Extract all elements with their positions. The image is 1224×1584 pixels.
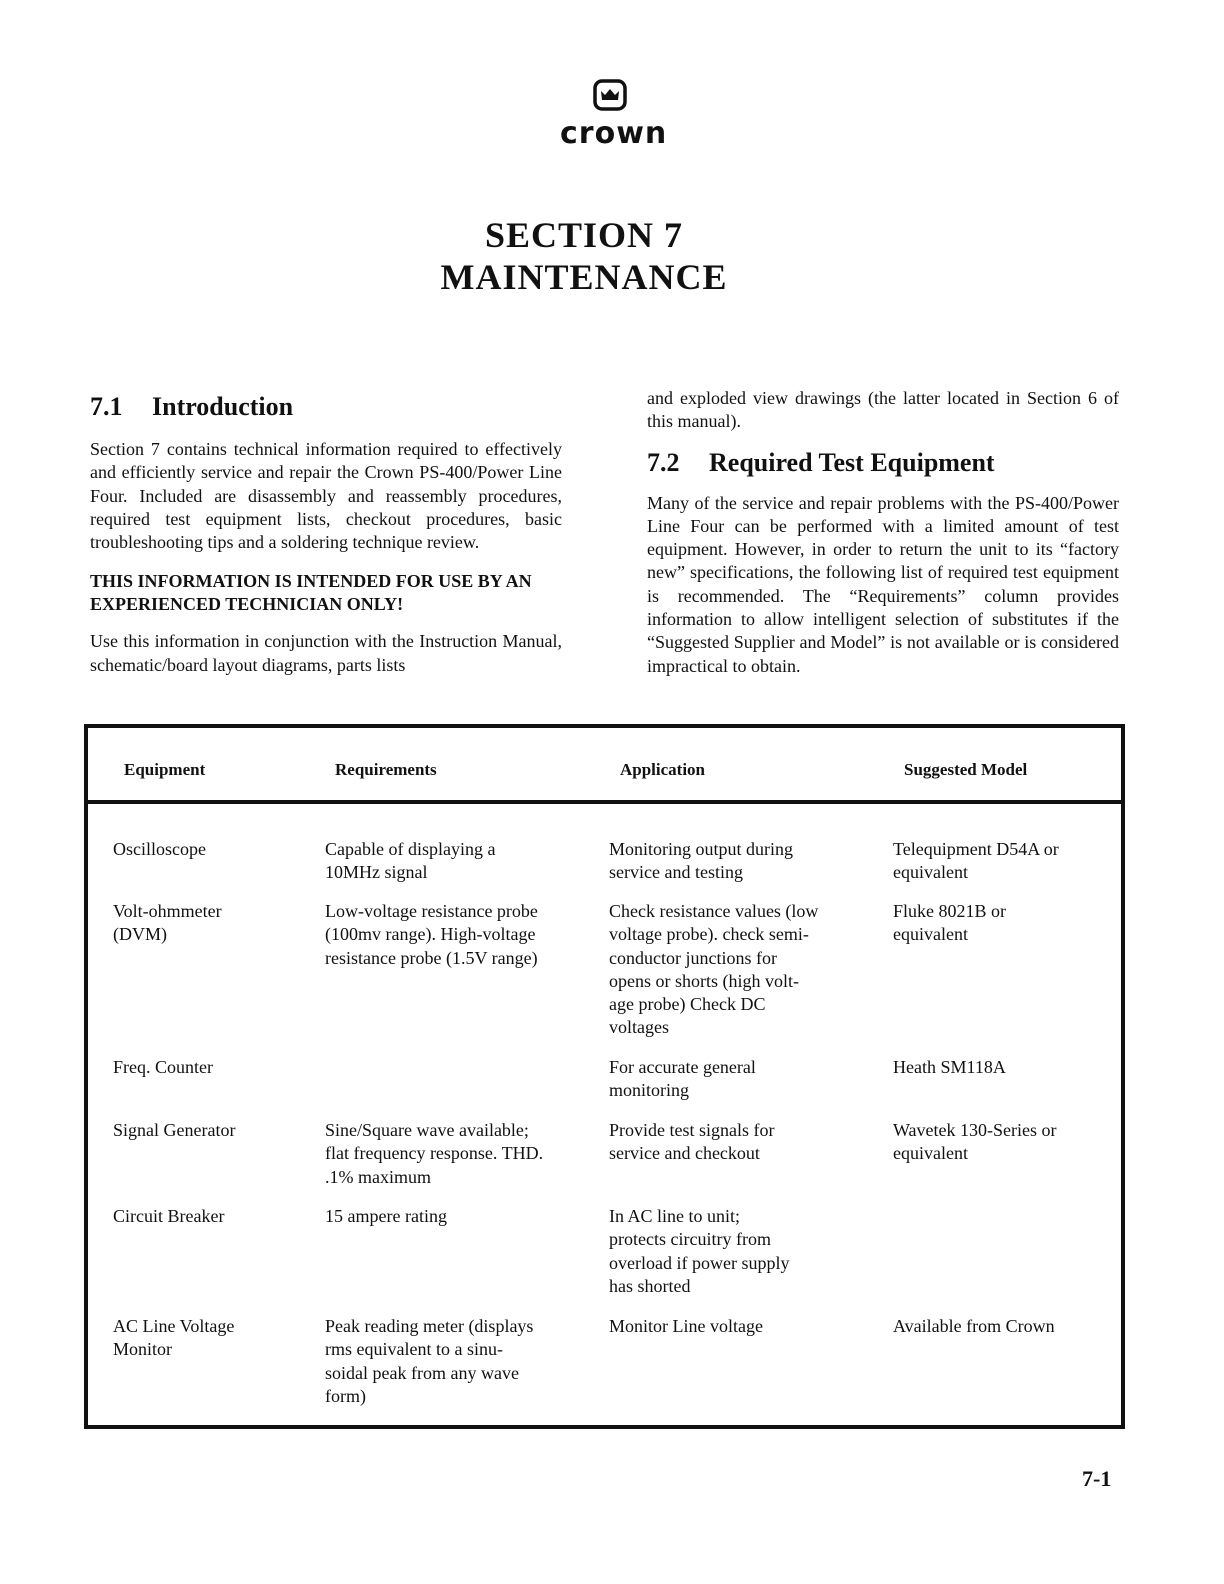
header-requirements: Requirements [335,760,437,779]
cell-application: For accurate general monitoring [609,1057,756,1101]
crown-icon [592,78,628,112]
cell-requirements: Low-voltage resistance probe (100mv range). High-voltage resistance probe (1.5V range) [325,901,538,968]
header-equipment: Equipment [124,760,206,779]
cell-equipment: Signal Generator [113,1120,236,1140]
intro-heading-title: Introduction [152,392,294,421]
cell-equipment: Circuit Breaker [113,1206,225,1226]
equipment-paragraph: Many of the service and repair problems with the PS-400/Power Line Four can be performed with a limited amount of test equipment. However, in order to return the unit to its “factory new” specifications, the following list of required test equipment is recommended. The “Requirements” column provides information to allow intelligent selection of substitutes if the “Suggested Supplier and Model” is not available or is considered impractical to obtain. [647,492,1119,676]
logo-text: crown [560,116,668,151]
right-column [647,387,1119,678]
cell-equipment: AC Line Voltage Monitor [113,1316,235,1360]
section-number: SECTION 7 [484,215,684,255]
cell-requirements: Capable of displaying a 10MHz signal [325,839,496,883]
header-suggested-model: Suggested Model [904,760,1028,779]
cell-application: Provide test signals for service and checkout [609,1120,775,1164]
crown-logo [560,78,668,151]
intro-section [90,392,562,677]
cell-equipment: Oscilloscope [113,839,206,859]
cell-equipment: Freq. Counter [113,1057,213,1077]
cell-requirements: Peak reading meter (displays rms equivalent to a sinu- soidal peak from any wave form) [325,1316,534,1406]
cell-suggested-model: Wavetek 130-Series or equivalent [893,1120,1057,1164]
equipment-heading [647,448,1119,478]
cell-application: Check resistance values (low voltage probe). check semi- conductor junctions for opens or shorts (high volt- age probe) Check DC voltages [609,901,819,1038]
cell-requirements: Sine/Square wave available; flat frequency response. THD. .1% maximum [325,1120,544,1187]
cell-application: Monitor Line voltage [609,1316,763,1336]
table-header [88,728,1121,804]
section-title: MAINTENANCE [440,257,728,297]
page-number: 7-1 [1082,1466,1112,1491]
test-equipment-table [84,724,1125,1429]
cell-suggested-model: Fluke 8021B or equivalent [893,901,1007,945]
equipment-heading-title: Required Test Equipment [709,447,995,477]
intro-paragraph: Section 7 contains technical information required to effectively and efficiently service and repair the Crown PS-400/Power Line Four. Included are disassembly and reassembly procedures, required test equipment lists, checkout procedures, basic troubleshooting tips and a soldering technique review. [90,439,562,553]
intro-heading [90,392,562,422]
cell-requirements: 15 ampere rating [325,1206,447,1226]
equipment-heading-number: 7.2 [647,447,680,477]
usage-paragraph: Use this information in conjunction with the Instruction Manual, schematic/board layout diagrams, parts lists [90,631,562,675]
cell-suggested-model: Available from Crown [893,1316,1055,1336]
cell-suggested-model: Telequipment D54A or equivalent [893,839,1059,883]
warning-text: THIS INFORMATION IS INTENDED FOR USE BY AN EXPERIENCED TECHNICIAN ONLY! [90,571,532,615]
cell-equipment: Volt-ohmmeter (DVM) [113,901,222,945]
cell-application: In AC line to unit; protects circuitry from overload if power supply has shorted [609,1206,790,1296]
header-application: Application [620,760,706,779]
intro-heading-number: 7.1 [90,392,123,421]
usage-paragraph-continued: and exploded view drawings (the latter located in Section 6 of this manual). [647,388,1119,432]
cell-suggested-model: Heath SM118A [893,1057,1006,1077]
cell-application: Monitoring output during service and testing [609,839,793,883]
